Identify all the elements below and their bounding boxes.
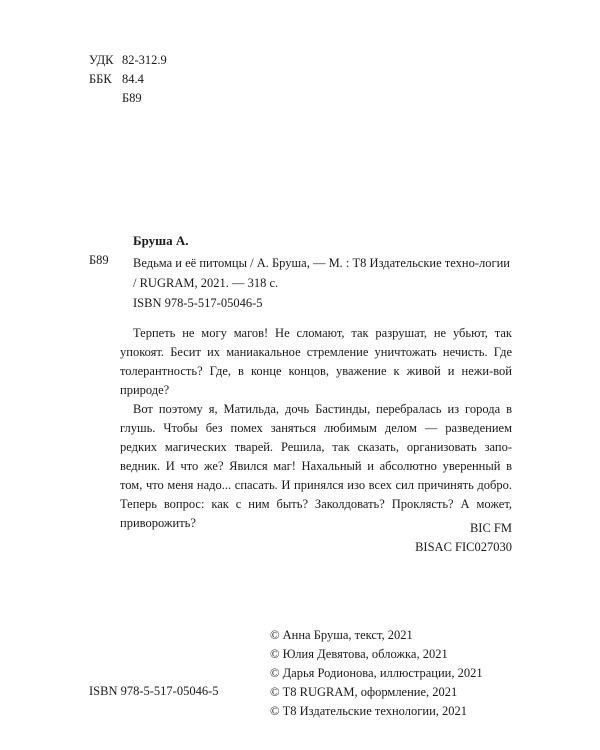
description-paragraph: Вот поэтому я, Матильда, дочь Бастинды, перебралась из города в глушь. Чтобы без помех заняться любимым делом — разведением редких магических тварей. Решила, так сказать, организовать запо-ведник. И что же? Явился маг! Нахальный и абсолютно уверенный в том, что меня надо... спасать. И принялся изо всех сил причинять добро. Теперь вопрос: как с ним быть? Заколдовать? Проклясть? А может, приворожить? bbox=[120, 402, 512, 530]
subject-codes bbox=[415, 519, 512, 557]
classification-key: ББК bbox=[89, 72, 112, 86]
isbn-entry: ISBN 978-5-517-05046-5 bbox=[133, 296, 263, 310]
classification-row-author-mark bbox=[89, 89, 167, 108]
author-name: Бруша А. bbox=[133, 233, 189, 248]
copyright-line: © Т8 RUGRAM, оформление, 2021 bbox=[270, 685, 458, 699]
copyright-line: © Анна Бруша, текст, 2021 bbox=[270, 628, 413, 642]
bisac-code: BISAC FIC027030 bbox=[415, 540, 512, 554]
copyright-line: © Дарья Родионова, иллюстрации, 2021 bbox=[270, 666, 483, 680]
classification-value: 84.4 bbox=[122, 72, 144, 86]
bibliographic-entry: Ведьма и её питомцы / А. Бруша, — М. : Т8 Издательские техно-логии / RUGRAM, 2021. — 318 с. bbox=[133, 256, 510, 290]
classification-value: 82-312.9 bbox=[122, 53, 167, 67]
classification-key bbox=[89, 89, 122, 108]
isbn-footer: ISBN 978-5-517-05046-5 bbox=[89, 684, 219, 698]
entry-author-mark: Б89 bbox=[89, 253, 109, 267]
description-paragraph: Терпеть не могу магов! Не сломают, так разрушат, не убьют, так упокоят. Бесит их маниакальное стремление уничтожать нечисть. Где толерантность? Где, в конце концов, уважение к живой и нежи-вой природе? bbox=[120, 326, 512, 397]
book-description bbox=[120, 324, 512, 533]
copyright-block bbox=[270, 626, 483, 721]
classification-row-udk bbox=[89, 51, 167, 70]
classification-key: УДК bbox=[89, 53, 114, 67]
copyright-line: © Юлия Девятова, обложка, 2021 bbox=[270, 647, 448, 661]
classification-value: Б89 bbox=[122, 91, 142, 105]
bic-code: BIC FM bbox=[469, 521, 512, 535]
classification-block bbox=[89, 51, 167, 108]
classification-row-bbk bbox=[89, 70, 167, 89]
copyright-line: © Т8 Издательские технологии, 2021 bbox=[270, 704, 468, 718]
